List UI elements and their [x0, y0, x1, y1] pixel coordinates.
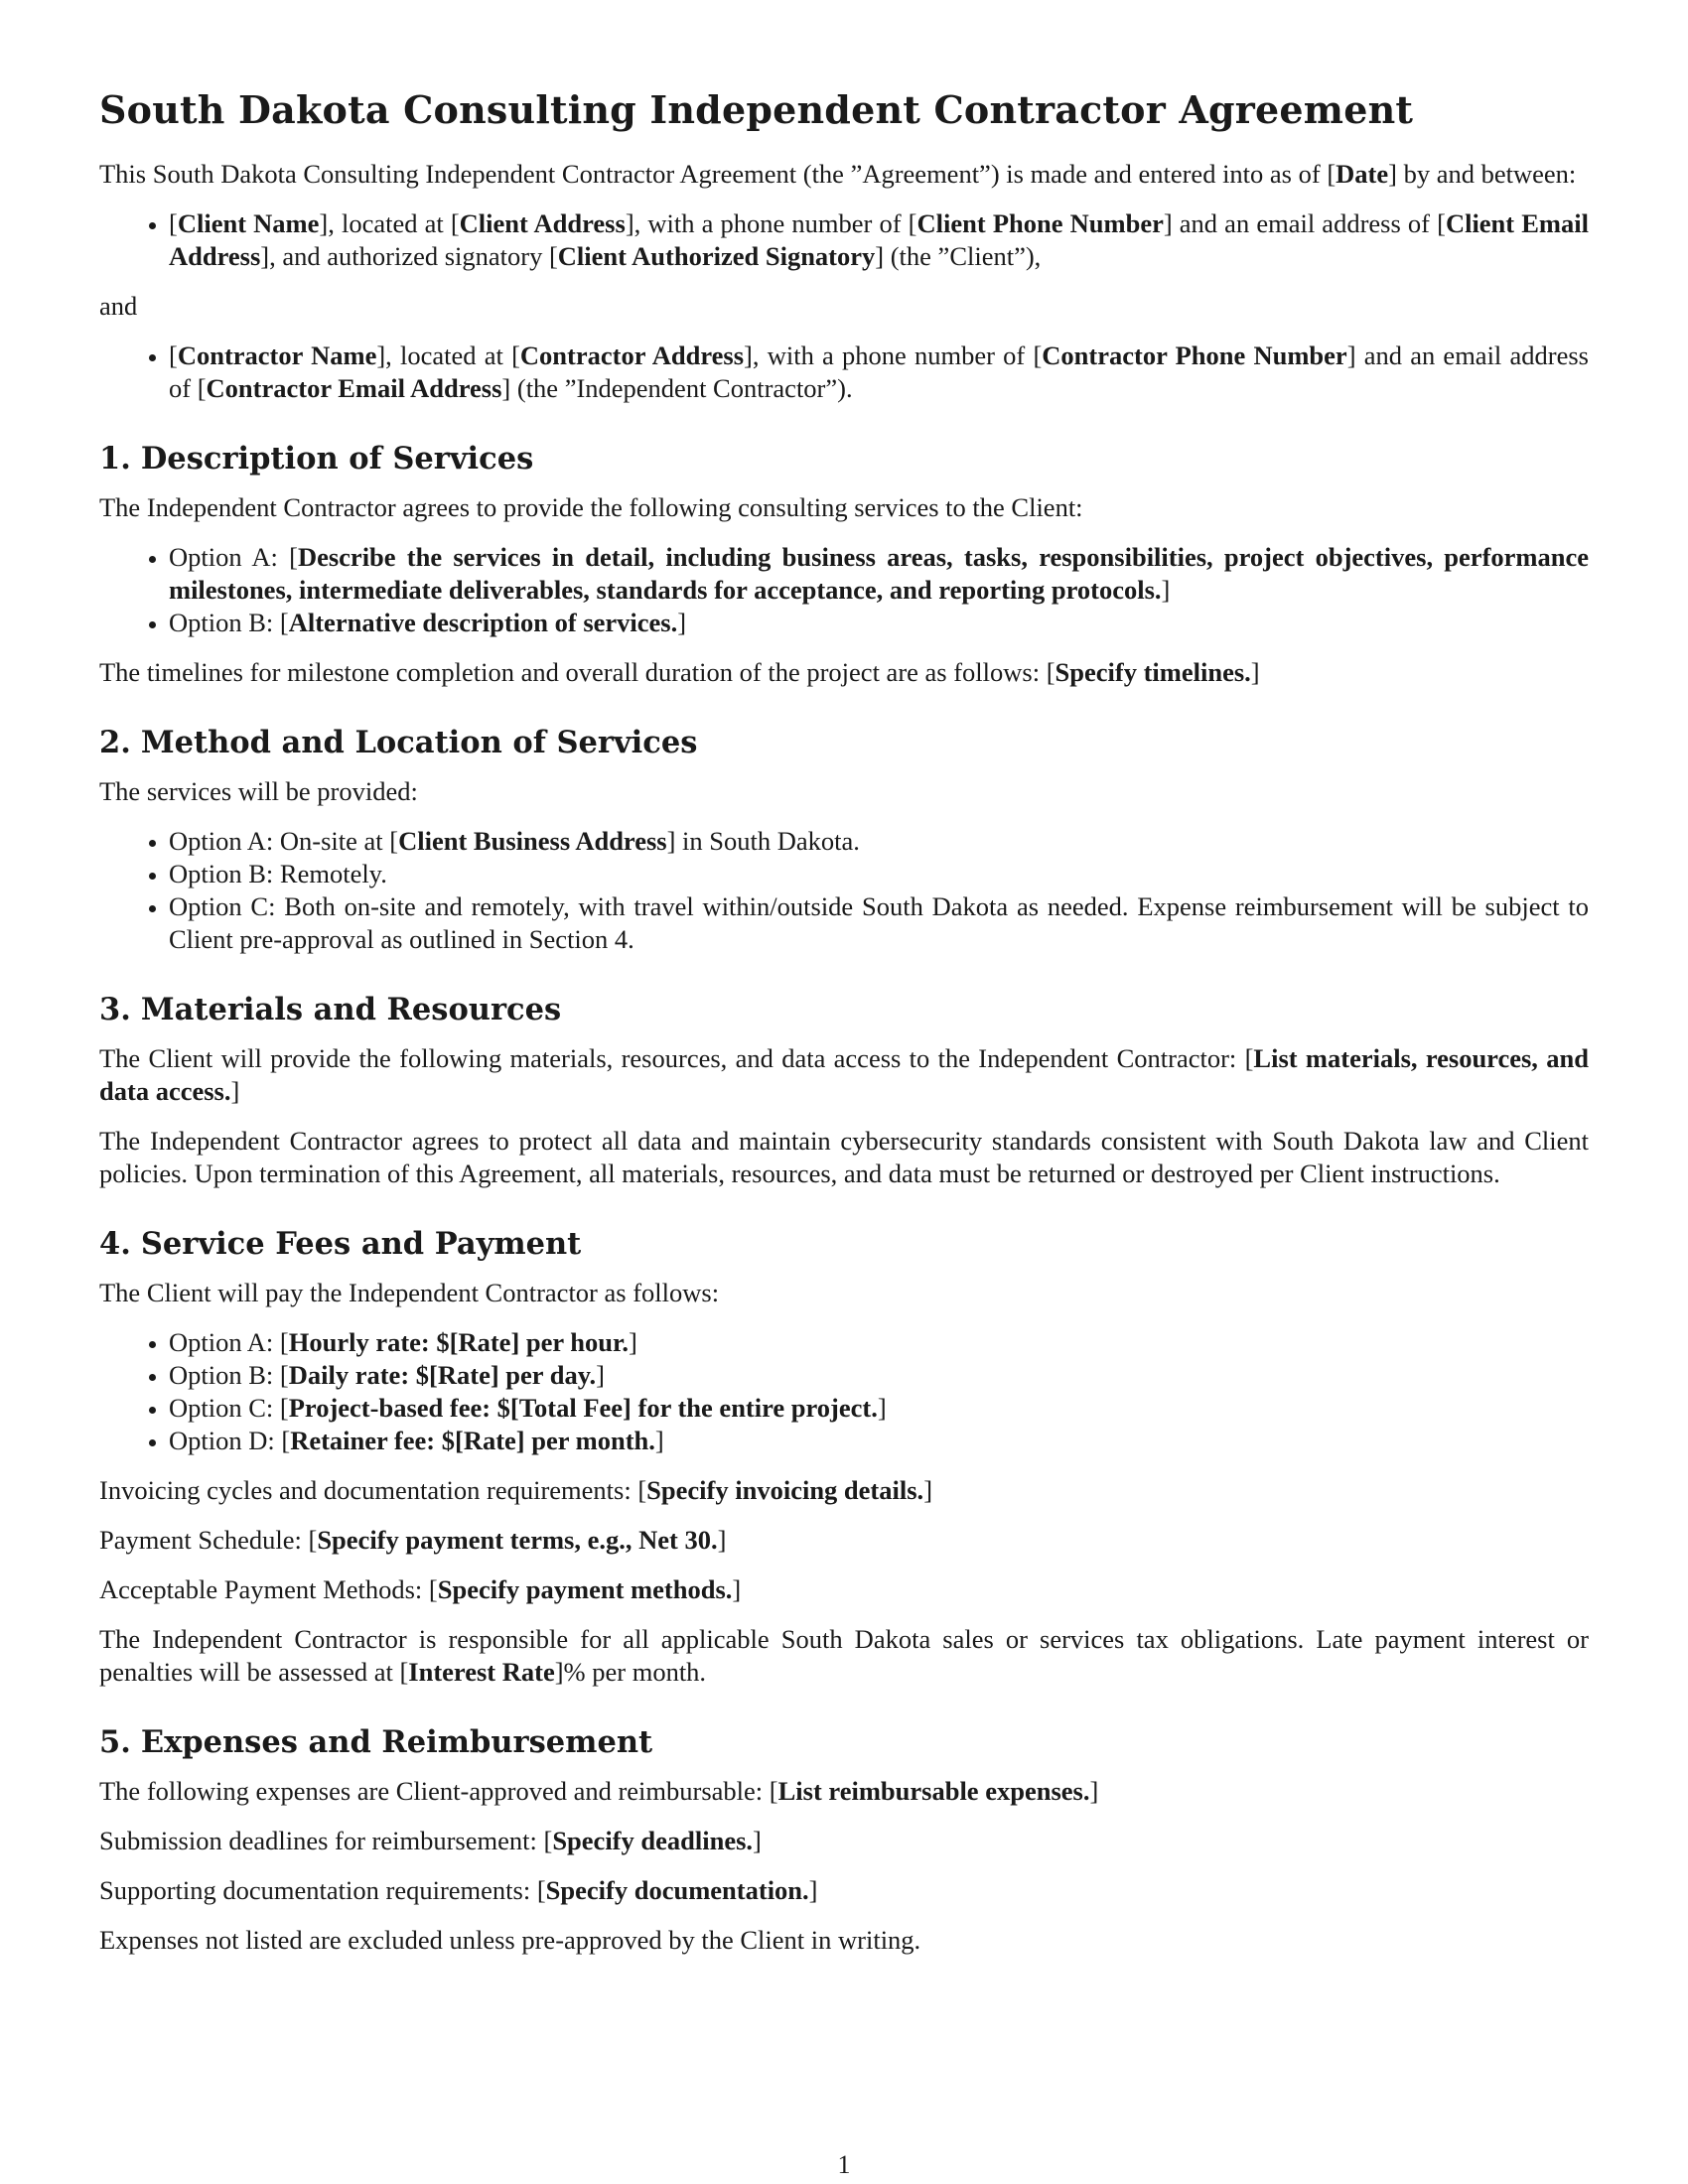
fee-text: ] per hour.: [510, 1327, 629, 1357]
fee-text: ] per month.: [515, 1426, 655, 1455]
timeline-placeholder: Specify timelines.: [1055, 657, 1251, 687]
option-label: Option D: [: [169, 1426, 291, 1455]
section-title: Service Fees and Payment: [140, 1226, 582, 1262]
and-text: and: [99, 291, 138, 321]
schedule-placeholder: Specify payment terms, e.g., Net 30.: [317, 1525, 718, 1555]
option-placeholder: [290, 1426, 655, 1455]
s5-paragraph-1: [99, 1775, 1589, 1808]
invoicing-placeholder: Specify invoicing details.: [646, 1475, 924, 1505]
s4-intro: The Client will pay the Independent Contractor as follows:: [99, 1278, 720, 1307]
contractor-text: ], with a phone number of [: [744, 341, 1043, 370]
intro-text: This South Dakota Consulting Independent Contractor Agreement (the ”Agreement”) is made and entered into as of [: [99, 159, 1336, 189]
s4-tax: [99, 1623, 1589, 1689]
contractor-phone-placeholder: Contractor Phone Number: [1042, 341, 1347, 370]
bracket: ]: [808, 1875, 818, 1905]
option-placeholder: Alternative description of services.: [288, 608, 678, 637]
bracket: ]: [230, 1076, 240, 1106]
client-signatory-placeholder: Client Authorized Signatory: [557, 241, 876, 271]
contractor-address-placeholder: Contractor Address: [519, 341, 745, 370]
contractor-list: [99, 340, 1589, 405]
s5-paragraph-2: [99, 1825, 1589, 1857]
bracket: ]: [654, 1426, 664, 1455]
fee-text: ] per day.: [490, 1360, 597, 1390]
section-number: 3.: [99, 992, 131, 1027]
section-title: Expenses and Reimbursement: [140, 1724, 653, 1760]
s4-option-d: [169, 1425, 1589, 1457]
paragraph-text: Submission deadlines for reimbursement: [: [99, 1826, 553, 1855]
interest-rate-placeholder: Interest Rate: [408, 1657, 555, 1687]
section-title: Materials and Resources: [140, 992, 562, 1027]
section-number: 1.: [99, 441, 131, 477]
fee-text: Hourly rate: $[: [288, 1327, 459, 1357]
section-2-heading: [99, 725, 1589, 760]
documentation-placeholder: Specify documentation.: [545, 1875, 809, 1905]
bracket: ]: [629, 1327, 637, 1357]
fee-text: Project-based fee: $[: [288, 1393, 519, 1423]
bracket: ]: [732, 1574, 742, 1604]
client-address-placeholder: Client Address: [459, 208, 626, 238]
s4-options: [99, 1326, 1589, 1457]
materials-placeholder: List materials, resources, and data access.: [99, 1043, 1589, 1106]
bracket: ]: [877, 1393, 887, 1423]
section-number: 4.: [99, 1226, 131, 1262]
bracket: ]: [923, 1475, 933, 1505]
s4-option-c: [169, 1392, 1589, 1425]
option-text: ] in South Dakota.: [666, 826, 860, 856]
s1-option-b: [169, 607, 1589, 639]
option-label: Option A: On-site at [: [169, 826, 399, 856]
contractor-name-placeholder: Contractor Name: [177, 341, 377, 370]
paragraph-text: Acceptable Payment Methods: [: [99, 1574, 438, 1604]
s2-option-b: • Option B: Remotely.: [169, 858, 1589, 890]
s2-options: [99, 825, 1589, 956]
contractor-item: [169, 340, 1589, 405]
s5-paragraph-3: [99, 1874, 1589, 1907]
bracket: ]: [677, 608, 687, 637]
section-3-heading: [99, 992, 1589, 1027]
paragraph-text: The following expenses are Client-approved and reimbursable: [: [99, 1776, 778, 1806]
bracket: ]: [1161, 575, 1171, 605]
contractor-text: ] (the ”Independent Contractor”).: [501, 373, 853, 403]
option-placeholder: [289, 1327, 629, 1357]
option-label: Option C: [: [169, 1393, 289, 1423]
s2-option-c: • Option C: Both on-site and remotely, with travel within/outside South Dakota as needed. Expense reimbursement will be subject to Client pre-approval as outlined in Section 4.: [169, 890, 1589, 956]
fee-text: ] for the entire project.: [623, 1393, 878, 1423]
contractor-text: ] and an email address of [: [169, 341, 1589, 403]
document-page: [99, 87, 1589, 1974]
s4-option-b: [169, 1359, 1589, 1392]
expenses-placeholder: List reimbursable expenses.: [777, 1776, 1090, 1806]
paragraph-text: Invoicing cycles and documentation requirements: [: [99, 1475, 647, 1505]
client-item: [169, 207, 1589, 273]
s4-schedule: [99, 1524, 1589, 1557]
paragraph-text: Supporting documentation requirements: [: [99, 1875, 546, 1905]
paragraph-text: The Independent Contractor is responsible for all applicable South Dakota sales or services tax obligations. Late payment interest or penalties will be assessed at [: [99, 1624, 1589, 1687]
paragraph-text: Payment Schedule: [: [99, 1525, 318, 1555]
client-phone-placeholder: Client Phone Number: [916, 208, 1164, 238]
section-number: 2.: [99, 725, 131, 760]
s4-option-a: [169, 1326, 1589, 1359]
section-title: Method and Location of Services: [140, 725, 698, 760]
option-placeholder: Describe the services in detail, including business areas, tasks, responsibilities, project objectives, performance milestones, intermediate deliverables, standards for acceptance, and reporting protocols.: [169, 542, 1589, 605]
contractor-text: ], located at [: [376, 341, 520, 370]
rate-placeholder: Rate: [437, 1360, 491, 1390]
s3-paragraph-2: The Independent Contractor agrees to protect all data and maintain cybersecurity standards consistent with South Dakota law and Client policies. Upon termination of this Agreement, all materials, resources, and data must be returned or destroyed per Client instructions.: [99, 1126, 1589, 1188]
client-text: ], located at [: [319, 208, 460, 238]
date-placeholder: Date: [1336, 159, 1389, 189]
deadlines-placeholder: Specify deadlines.: [552, 1826, 754, 1855]
s4-methods: [99, 1573, 1589, 1606]
paragraph-text: ]% per month.: [554, 1657, 707, 1687]
fee-text: Daily rate: $[: [288, 1360, 438, 1390]
s4-invoicing: [99, 1474, 1589, 1507]
contractor-email-placeholder: Contractor Email Address: [206, 373, 502, 403]
option-placeholder: [289, 1393, 878, 1423]
s2-intro: The services will be provided:: [99, 776, 418, 806]
option-placeholder: [289, 1360, 596, 1390]
intro-text-end: ] by and between:: [1388, 159, 1577, 189]
bracket: ]: [717, 1525, 727, 1555]
client-text: ] and an email address of [: [1163, 208, 1446, 238]
bracket: ]: [1089, 1776, 1099, 1806]
option-label: Option B: [: [169, 608, 289, 637]
intro-paragraph: [99, 158, 1589, 191]
paragraph-text: The timelines for milestone completion and overall duration of the project are as follows: [: [99, 657, 1055, 687]
bracket: ]: [1250, 657, 1260, 687]
s3-paragraph-1: [99, 1042, 1589, 1108]
option-label: Option A: [: [169, 542, 298, 572]
client-list: [99, 207, 1589, 273]
section-4-heading: [99, 1226, 1589, 1262]
option-placeholder: Client Business Address: [398, 826, 667, 856]
option-label: Option B: [: [169, 1360, 289, 1390]
bracket: ]: [753, 1826, 762, 1855]
rate-placeholder: Rate: [458, 1327, 511, 1357]
section-5-heading: [99, 1724, 1589, 1760]
fee-text: Retainer fee: $[: [290, 1426, 464, 1455]
page-number: 1: [837, 2150, 851, 2179]
s1-intro: The Independent Contractor agrees to provide the following consulting services to the Client:: [99, 492, 1083, 522]
rate-placeholder: Rate: [463, 1426, 516, 1455]
paragraph-text: The Client will provide the following materials, resources, and data access to the Independent Contractor: [: [99, 1043, 1254, 1073]
client-name-placeholder: Client Name: [177, 208, 320, 238]
s1-option-a: [169, 541, 1589, 607]
bracket: [: [169, 341, 178, 370]
section-1-heading: [99, 441, 1589, 477]
option-label: Option A: [: [169, 1327, 289, 1357]
s5-paragraph-4: Expenses not listed are excluded unless pre-approved by the Client in writing.: [99, 1925, 921, 1955]
bracket: ]: [596, 1360, 605, 1390]
section-title: Description of Services: [140, 441, 534, 477]
bracket: [: [169, 208, 178, 238]
s1-timeline: [99, 656, 1589, 689]
section-number: 5.: [99, 1724, 131, 1760]
s1-options: [99, 541, 1589, 639]
document-title: South Dakota Consulting Independent Contractor Agreement: [99, 87, 1414, 132]
client-text: ] (the ”Client”),: [875, 241, 1042, 271]
s2-option-a: [169, 825, 1589, 858]
total-fee-placeholder: Total Fee: [518, 1393, 624, 1423]
client-text: ], with a phone number of [: [625, 208, 917, 238]
methods-placeholder: Specify payment methods.: [437, 1574, 733, 1604]
client-text: ], and authorized signatory [: [260, 241, 558, 271]
client-email-placeholder: Client Email Address: [169, 208, 1589, 271]
